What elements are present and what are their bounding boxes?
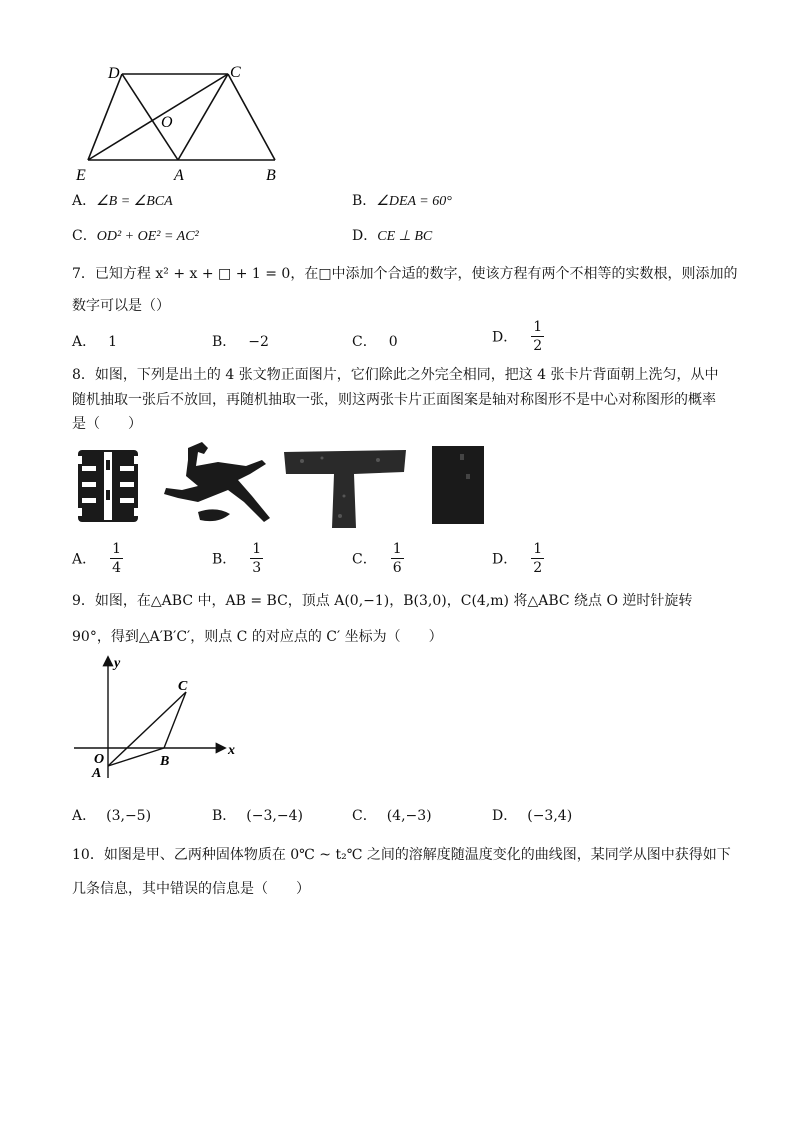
option-text: CE ⊥ BC [377, 229, 433, 244]
label-a: A [92, 766, 102, 781]
numerator: 1 [252, 541, 262, 557]
label-d: D [108, 65, 120, 82]
numerator: 1 [533, 541, 543, 557]
option-label: D． [492, 329, 518, 346]
option-text: ∠B = ∠BCA [96, 194, 173, 209]
label-a: A [174, 167, 184, 184]
artifact-horse-image [158, 440, 276, 532]
option-label: B． [352, 193, 377, 209]
q7-option-b [212, 331, 269, 351]
segment-cb [228, 74, 275, 160]
fraction [250, 542, 263, 575]
q7-stem-line2: 数字可以是（） [72, 298, 170, 314]
option-label: C． [352, 808, 377, 824]
label-o: O [94, 752, 105, 767]
segment-ab [108, 748, 164, 766]
numerator: 1 [533, 319, 543, 335]
segment-ca [178, 74, 228, 160]
q8-option-d [492, 542, 544, 575]
q6-option-c [72, 225, 199, 245]
option-label: B． [212, 334, 237, 350]
option-text: −2 [248, 334, 269, 350]
option-text: (3,−5) [106, 808, 152, 824]
segment-ec [88, 74, 228, 160]
option-label: C． [72, 228, 97, 244]
option-label: D． [352, 228, 378, 244]
q9-option-c [352, 805, 432, 825]
option-text: OD² + OE² = AC² [96, 229, 199, 244]
option-label: B． [212, 551, 237, 568]
q9-option-a [72, 805, 151, 825]
q9-option-d [492, 805, 572, 825]
label-b: B [160, 754, 170, 769]
option-label: C． [352, 551, 377, 568]
artifact-bronze-tool-image [282, 446, 408, 532]
option-label: A． [72, 334, 97, 350]
option-label: A． [72, 808, 97, 824]
option-label: C． [352, 334, 377, 350]
option-text: ∠DEA = 60° [376, 194, 452, 209]
q7-stem-line1: 7．已知方程 x² + x + □ + 1 = 0，在□中添加个合适的数字，使该方程有两个不相等的实数根，则添加的 [72, 266, 738, 282]
numerator: 1 [112, 541, 122, 557]
q9-option-b [212, 805, 303, 825]
q8-option-c [352, 542, 404, 575]
fraction [110, 542, 123, 575]
q8-option-a [72, 542, 123, 575]
denominator: 2 [533, 560, 543, 576]
segment-de [88, 74, 122, 160]
option-label: A． [72, 551, 97, 568]
denominator: 6 [392, 560, 402, 576]
q9-stem-line2: 90°，得到△A′B′C′，则点 C 的对应点的 C′ 坐标为（ ） [72, 629, 443, 645]
option-label: A． [72, 193, 97, 209]
q8-stem-line2: 随机抽取一张后不放回，再随机抽取一张，则这两张卡片正面图案是轴对称图形不是中心对称图形的概率 [72, 392, 716, 408]
q7-option-c [352, 331, 398, 351]
option-text: (4,−3) [386, 808, 432, 824]
option-label: D． [492, 808, 518, 824]
label-c: C [178, 679, 188, 694]
option-text: 1 [108, 334, 118, 350]
q9-stem-line1: 9．如图，在△ABC 中，AB = BC，顶点 A(0,−1)，B(3,0)，C(4,m) 将△ABC 绕点 O 逆时针旋转 [72, 593, 693, 609]
q10-stem-line2: 几条信息，其中错误的信息是（ ） [72, 881, 310, 897]
option-text: 0 [388, 334, 398, 350]
segment-bc [164, 692, 186, 748]
denominator: 3 [252, 560, 262, 576]
artifact-ornament-image [74, 446, 142, 526]
label-y: y [114, 656, 121, 671]
q6-parallelogram-figure [70, 60, 290, 185]
option-text: (−3,4) [527, 808, 573, 824]
label-e: E [76, 167, 86, 184]
q9-coordinate-figure [72, 652, 248, 784]
option-text: (−3,−4) [246, 808, 303, 824]
q8-stem-line3: 是（ ） [72, 416, 142, 432]
q10-stem-line1: 10．如图是甲、乙两种固体物质在 0℃ ~ t₂℃ 之间的溶解度随温度变化的曲线图，某同学从图中获得如下 [72, 847, 731, 863]
q7-option-a [72, 331, 117, 351]
q6-option-a [72, 190, 173, 210]
q6-option-b [352, 190, 452, 210]
denominator: 4 [112, 560, 122, 576]
fraction [391, 542, 404, 575]
numerator: 1 [392, 541, 402, 557]
denominator: 2 [533, 338, 543, 354]
label-c: C [230, 64, 241, 81]
q8-option-b [212, 542, 263, 575]
label-o: O [161, 114, 173, 131]
label-x: x [228, 743, 235, 758]
artifact-slab-image [430, 444, 486, 526]
fraction [531, 320, 544, 353]
segment-ac [108, 692, 186, 766]
option-label: D． [492, 551, 518, 568]
option-label: B． [212, 808, 237, 824]
label-b: B [266, 167, 276, 184]
q6-option-d [352, 225, 432, 245]
q7-option-d [492, 320, 544, 353]
q8-stem-line1: 8．如图，下列是出土的 4 张文物正面图片，它们除此之外完全相同，把这 4 张卡片背面朝上洗匀，从中 [72, 367, 719, 383]
fraction [531, 542, 544, 575]
